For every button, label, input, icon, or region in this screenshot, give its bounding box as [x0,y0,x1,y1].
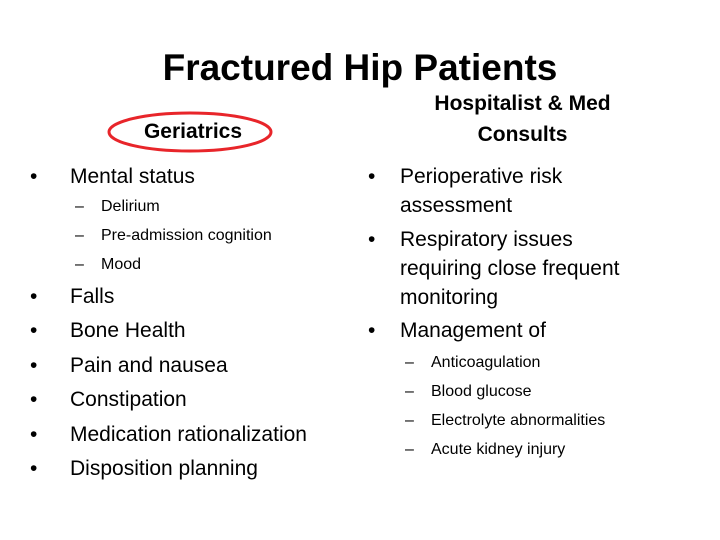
bullet-icon: • [30,165,38,188]
dash-icon: – [75,198,84,215]
dash-icon: – [405,354,414,371]
bullet-icon: • [30,285,38,308]
dash-icon: – [405,441,414,458]
dash-icon: – [405,383,414,400]
bullet-icon: • [30,457,38,480]
bullet-icon: • [368,319,376,342]
bullet-icon: • [368,228,376,251]
bullet-icon: • [30,388,38,411]
mental-status-text: Mental status [70,165,195,188]
bullet-icon: • [368,165,376,188]
geriatrics-heading: Geriatrics [143,120,243,143]
bullet-icon: • [30,354,38,377]
dash-icon: – [75,256,84,273]
hospitalist-heading: Hospitalist & Med Consults [434,92,611,146]
slide-title: Fractured Hip Patients [162,47,558,88]
dash-icon: – [405,412,414,429]
bullet-icon: • [30,423,38,446]
bullet-icon: • [30,319,38,342]
dash-icon: – [75,227,84,244]
